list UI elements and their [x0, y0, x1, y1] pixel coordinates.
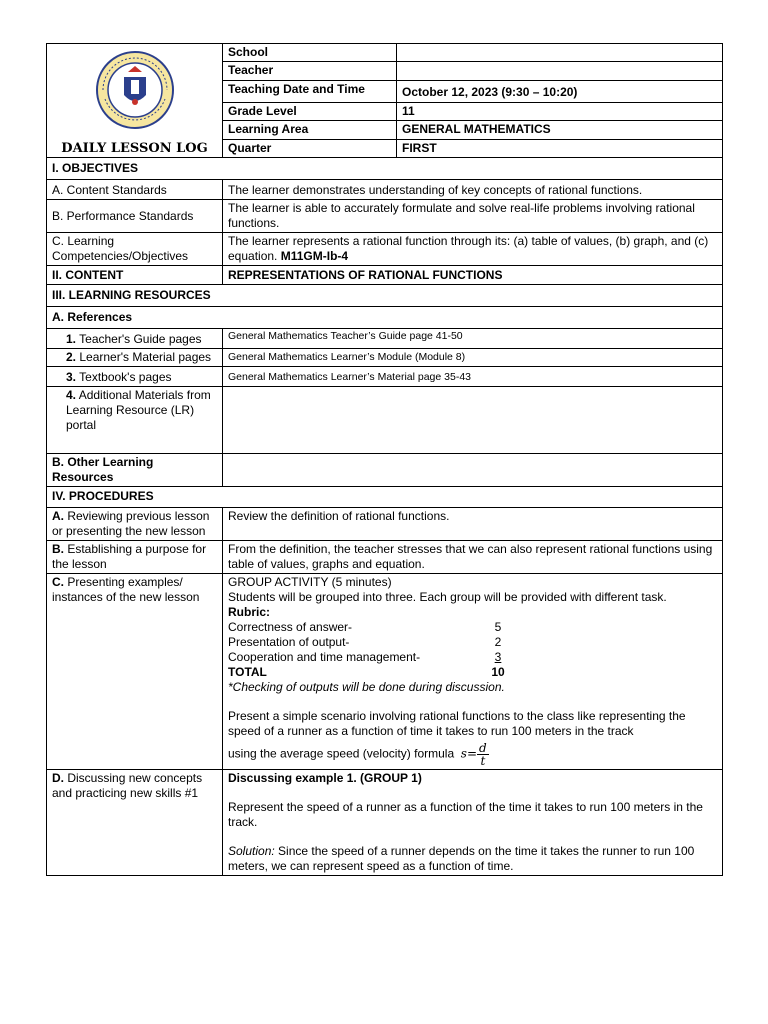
header-label-quarter: Quarter — [223, 139, 397, 157]
resource-row-tb — [47, 367, 723, 387]
procedure-b-text: Establishing a purpose for the lesson — [52, 542, 207, 571]
resource-value-tg: General Mathematics Teacher’s Guide page 41-50 — [223, 329, 723, 349]
rubric-criterion: Correctness of answer- — [228, 620, 353, 634]
procedure-d-value — [223, 770, 723, 876]
other-resources-row — [47, 454, 723, 487]
rubric-total-value: 10 — [491, 665, 505, 679]
deped-seal-icon — [91, 49, 179, 131]
header-label-area: Learning Area — [223, 121, 397, 139]
resource-row-lr — [47, 387, 723, 454]
procedure-a-label — [47, 508, 223, 541]
resource-text-lr: Additional Materials from Learning Resource (LR) portal — [66, 388, 211, 432]
procedure-b-label — [47, 541, 223, 574]
resource-row-lm — [47, 349, 723, 367]
group-activity-title: GROUP ACTIVITY (5 minutes) — [228, 575, 392, 589]
daily-lesson-log-table — [46, 43, 723, 876]
resource-num-lm: 2. — [66, 350, 77, 364]
resource-value-lr — [223, 387, 723, 454]
resource-row-tg — [47, 329, 723, 349]
procedure-b-row — [47, 541, 723, 574]
resource-num-tg: 1. — [66, 332, 77, 346]
procedure-a-value: Review the definition of rational functions. — [223, 508, 723, 541]
resource-label-tb — [47, 367, 223, 387]
rubric-total-row — [228, 665, 717, 680]
rubric-criterion: Cooperation and time management- — [228, 650, 421, 664]
resource-label-lm — [47, 349, 223, 367]
content-standards-value: The learner demonstrates understanding of key concepts of rational functions. — [223, 180, 723, 200]
resource-label-lr — [47, 387, 223, 454]
solution-text: Since the speed of a runner depends on the time it takes the runner to run 100 meters, we can represent speed as a function of time. — [228, 844, 695, 873]
resources-heading-row — [47, 285, 723, 307]
procedure-d-label — [47, 770, 223, 876]
rubric-title: Rubric: — [228, 605, 270, 619]
competencies-value — [223, 233, 723, 266]
performance-standards-row — [47, 200, 723, 233]
group-activity-grouping: Students will be grouped into three. Each group will be provided with different task. — [228, 590, 667, 604]
procedure-c-row — [47, 574, 723, 770]
procedure-c-letter: C. — [52, 575, 64, 589]
objectives-heading-row — [47, 158, 723, 180]
header-value-quarter: FIRST — [397, 139, 723, 157]
header-value-school — [397, 44, 723, 62]
rubric-row — [228, 650, 717, 665]
content-value: REPRESENTATIONS OF RATIONAL FUNCTIONS — [223, 266, 723, 285]
example-1-title: Discussing example 1. (GROUP 1) — [228, 771, 422, 785]
resource-text-tg: Teacher's Guide pages — [79, 332, 202, 346]
resource-value-lm: General Mathematics Learner’s Module (Module 8) — [223, 349, 723, 367]
performance-standards-value: The learner is able to accurately formulate and solve real-life problems involving rational functions. — [223, 200, 723, 233]
header-seal-cell — [47, 44, 223, 158]
header-label-date: Teaching Date and Time — [223, 80, 397, 102]
document-title: DAILY LESSON LOG — [61, 141, 208, 156]
performance-standards-label: B. Performance Standards — [47, 200, 223, 233]
procedure-d-row — [47, 770, 723, 876]
header-value-area: GENERAL MATHEMATICS — [397, 121, 723, 139]
competencies-text: The learner represents a rational function through its: (a) table of values, (b) graph, and (c) equation. — [228, 234, 709, 263]
rubric-points: 5 — [494, 620, 502, 634]
resource-num-tb: 3. — [66, 370, 77, 384]
competencies-label: C. Learning Competencies/Objectives — [47, 233, 223, 266]
procedure-a-text: Reviewing previous lesson or presenting the new lesson — [52, 509, 210, 538]
header-row-school — [47, 44, 723, 62]
procedure-c-value — [223, 574, 723, 770]
header-value-teacher — [397, 62, 723, 80]
example-1-task: Represent the speed of a runner as a function of the time it takes to run 100 meters in the track. — [228, 800, 703, 829]
resource-num-lr: 4. — [66, 388, 77, 402]
rubric-total-label: TOTAL — [228, 665, 267, 679]
formula-intro: using the average speed (velocity) formula — [228, 746, 455, 761]
competencies-row — [47, 233, 723, 266]
formula-lhs: s= — [460, 746, 478, 761]
solution-label: Solution: — [228, 844, 275, 858]
resources-heading: III. LEARNING RESOURCES — [47, 285, 723, 307]
header-label-teacher: Teacher — [223, 62, 397, 80]
procedure-b-letter: B. — [52, 542, 64, 556]
example-1-solution — [228, 844, 717, 874]
content-heading: II. CONTENT — [47, 266, 223, 285]
resource-text-lm: Learner's Material pages — [79, 350, 212, 364]
references-row — [47, 307, 723, 329]
content-standards-row — [47, 180, 723, 200]
procedures-heading: IV. PROCEDURES — [47, 487, 723, 508]
formula-denominator: t — [480, 754, 486, 768]
header-label-grade: Grade Level — [223, 102, 397, 120]
resource-value-tb: General Mathematics Learner’s Material page 35-43 — [223, 367, 723, 387]
procedure-d-letter: D. — [52, 771, 64, 785]
procedure-b-value: From the definition, the teacher stresses that we can also represent rational functions using table of values, graphs and equation. — [223, 541, 723, 574]
procedure-d-text: Discussing new concepts and practicing new skills #1 — [52, 771, 203, 800]
resource-text-tb: Textbook's pages — [79, 370, 172, 384]
procedure-c-label — [47, 574, 223, 770]
objectives-heading: I. OBJECTIVES — [47, 158, 723, 180]
checking-note: *Checking of outputs will be done during discussion. — [228, 680, 505, 694]
content-row — [47, 266, 723, 285]
rubric-points: 3 — [494, 650, 502, 664]
header-value-grade: 11 — [397, 102, 723, 120]
other-resources-value — [223, 454, 723, 487]
formula-numerator: d — [479, 741, 487, 755]
procedure-a-letter: A. — [52, 509, 64, 523]
scenario-text: Present a simple scenario involving rational functions to the class like representing the speed of a runner as a function of time it takes to run 100 meters in the track — [228, 709, 686, 738]
formula-line — [228, 742, 717, 767]
resource-label-tg — [47, 329, 223, 349]
competencies-code: M11GM-Ib-4 — [280, 249, 349, 263]
content-standards-label: A. Content Standards — [47, 180, 223, 200]
procedures-heading-row — [47, 487, 723, 508]
other-resources-label: B. Other Learning Resources — [47, 454, 223, 487]
velocity-formula — [477, 742, 489, 767]
header-label-school: School — [223, 44, 397, 62]
procedure-c-text: Presenting examples/ instances of the new lesson — [52, 575, 200, 604]
rubric-points: 2 — [494, 635, 502, 649]
procedure-a-row — [47, 508, 723, 541]
rubric-criterion: Presentation of output- — [228, 635, 350, 649]
references-label: A. References — [47, 307, 723, 329]
rubric-row — [228, 620, 717, 635]
rubric-row — [228, 635, 717, 650]
header-value-date: October 12, 2023 (9:30 – 10:20) — [397, 80, 723, 102]
